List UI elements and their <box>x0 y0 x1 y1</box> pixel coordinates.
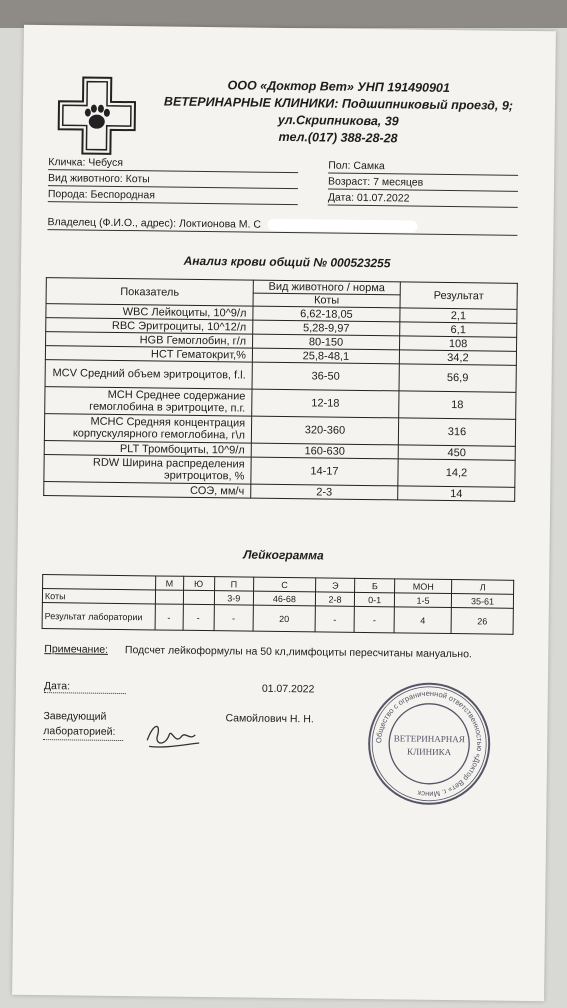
company-line: ООО «Доктор Вет» УНП 191490901 <box>227 78 450 95</box>
leukogram-result-cell: 4 <box>394 607 452 634</box>
leukogram-result-cell: - <box>214 605 254 631</box>
norm-cell: 2-3 <box>251 484 398 500</box>
indicator-cell: WBC Лейкоциты, 10^9/л <box>46 304 253 321</box>
result-cell: 14,2 <box>398 459 515 487</box>
owner-field: Владелец (Ф.И.О., адрес): Локтионова М. С <box>47 215 517 236</box>
redaction-blob <box>268 219 418 233</box>
leukogram-col-header: П <box>214 577 254 591</box>
col-norm-bottom: Коты <box>253 293 400 308</box>
indicator-cell: HCT Гематокрит,% <box>45 346 252 363</box>
leukogram-norm-cell <box>183 590 214 604</box>
result-cell: 450 <box>398 445 515 460</box>
col-indicator: Показатель <box>46 278 253 307</box>
leukogram-table <box>42 574 515 635</box>
clinics-line: ВЕТЕРИНАРНЫЕ КЛИНИКИ: Подшипниковый проезд, 9; <box>163 94 514 113</box>
leukogram-norm-cell: 0-1 <box>355 592 395 606</box>
leukogram-result-cell: 26 <box>451 608 513 635</box>
date-field: Дата: 01.07.2022 <box>328 191 518 208</box>
head-label: Заведующий лабораторией: <box>43 709 123 741</box>
norm-cell: 5,28-9,97 <box>253 320 400 336</box>
norm-cell: 12-18 <box>252 389 399 418</box>
analysis-title: Анализ крови общий № 000523255 <box>183 253 391 271</box>
col-norm-top: Вид животного / норма <box>253 280 400 295</box>
signature <box>143 718 203 755</box>
leukogram-title: Лейкограмма <box>243 547 324 563</box>
leukogram-norm-cell: 1-5 <box>394 593 451 608</box>
stamp-center-line-1: ВЕТЕРИНАРНАЯ <box>393 733 465 745</box>
leukogram-result-cell: - <box>183 604 214 630</box>
vet-cross-paw-logo <box>56 75 137 156</box>
clinic-header <box>140 76 536 149</box>
note <box>44 643 472 660</box>
blood-test-table <box>43 277 518 502</box>
norm-cell: 160-630 <box>251 443 398 459</box>
result-cell: 2,1 <box>400 308 517 323</box>
stamp-center-line-2: КЛИНИКА <box>406 746 452 758</box>
leukogram-col-header: Л <box>452 580 514 595</box>
result-cell: 14 <box>398 486 515 501</box>
col-result: Результат <box>400 282 517 309</box>
result-cell: 34,2 <box>399 350 516 365</box>
leukogram-col-header: М <box>156 576 184 590</box>
leukogram-result-label: Результат лаборатории <box>42 603 155 630</box>
stamp-ring-text: Общество с ограниченной ответственностью «Доктор Вет» г. Минск <box>374 688 485 799</box>
norm-cell: 6,62-18,05 <box>253 306 400 322</box>
head-name: Самойлович Н. Н. <box>225 712 314 726</box>
result-cell: 108 <box>400 336 517 351</box>
norm-cell: 25,8-48,1 <box>252 348 399 364</box>
norm-cell: 36-50 <box>252 362 399 391</box>
top-dark-strip <box>0 0 567 28</box>
indicator-cell: СОЭ, мм/ч <box>44 482 251 499</box>
indicator-cell: PLT Тромбоциты, 10^9/л <box>44 441 251 458</box>
leukogram-col-header: С <box>254 577 316 592</box>
norm-cell: 14-17 <box>251 457 398 486</box>
leukogram-col-header: Б <box>355 578 395 592</box>
indicator-cell: RBC Эритроциты, 10^12/л <box>46 318 253 335</box>
result-cell: 316 <box>398 418 515 446</box>
note-label: Примечание: <box>44 643 109 656</box>
indicator-cell: RDW Ширина распределения эритроцитов, % <box>44 455 251 485</box>
result-cell: 18 <box>399 391 516 419</box>
leukogram-result-row <box>42 603 513 635</box>
result-cell: 56,9 <box>399 364 516 392</box>
leukogram-col-header: Э <box>315 578 355 592</box>
result-cell: 6,1 <box>400 322 517 337</box>
norm-cell: 320-360 <box>251 416 398 445</box>
leukogram-col-header: МОН <box>395 579 452 594</box>
address-line: ул.Скрипникова, 39 <box>277 112 399 129</box>
sex-field: Пол: Самка <box>328 159 518 176</box>
phone-line: тел.(017) 388-28-28 <box>278 129 398 146</box>
indicator-cell: MCV Средний объем эритроцитов, f.l. <box>45 360 252 390</box>
age-field: Возраст: 7 месяцев <box>328 175 518 192</box>
indicator-cell: MCHC Средняя концентрация корпускулярного гемоглобина, г\л <box>44 414 251 444</box>
leukogram-norm-cell: 2-8 <box>315 592 355 606</box>
nickname-field: Кличка: Чебуся <box>48 155 298 173</box>
norm-cell: 80-150 <box>253 334 400 350</box>
leukogram-norm-cell: 46-68 <box>253 591 315 606</box>
note-text: Подсчет лейкоформулы на 50 кл,лимфоциты пересчитаны мануально. <box>124 644 472 661</box>
indicator-cell: HGB Гемоглобин, г/л <box>46 332 253 349</box>
leukogram-corner-cell <box>43 575 156 590</box>
leukogram-result-cell: - <box>354 606 394 632</box>
breed-field: Порода: Беспородная <box>48 187 298 205</box>
document-page <box>12 25 556 1001</box>
leukogram-norm-label: Коты <box>42 589 155 604</box>
indicator-cell: MCH Среднее содержание гемоглобина в эритроците, п.г. <box>45 387 252 417</box>
clinic-stamp <box>366 681 492 807</box>
leukogram-result-cell: - <box>315 606 355 632</box>
date-value: 01.07.2022 <box>261 682 315 696</box>
leukogram-result-cell: 20 <box>253 605 315 632</box>
leukogram-col-header: Ю <box>183 576 214 590</box>
leukogram-norm-cell: 35-61 <box>452 594 514 609</box>
species-field: Вид животного: Коты <box>48 171 298 189</box>
leukogram-result-cell: - <box>155 604 183 630</box>
leukogram-norm-cell <box>155 590 183 604</box>
date-label: Дата: <box>44 680 126 694</box>
leukogram-norm-cell: 3-9 <box>214 591 254 605</box>
